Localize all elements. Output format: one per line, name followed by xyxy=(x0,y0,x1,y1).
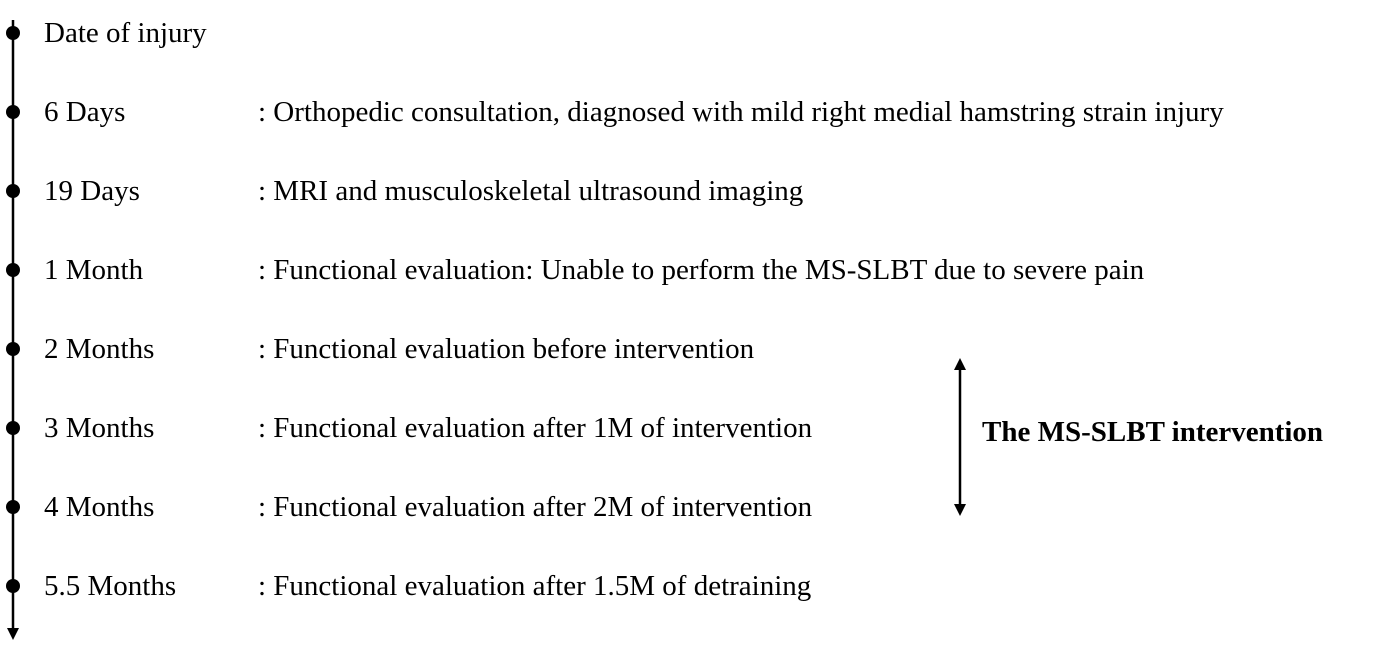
timeline-dot xyxy=(6,26,20,40)
timeline-dot xyxy=(6,105,20,119)
event-label-19-days: 19 Days xyxy=(44,175,140,207)
event-label-3-months: 3 Months xyxy=(44,412,155,444)
intervention-arrowhead-up xyxy=(954,358,966,370)
timeline-dot xyxy=(6,500,20,514)
event-description-4-months: : Functional evaluation after 2M of intervention xyxy=(258,491,813,523)
event-label-5-5-months: 5.5 Months xyxy=(44,570,177,602)
event-description-5-5-months: : Functional evaluation after 1.5M of detraining xyxy=(258,570,812,602)
intervention-arrowhead-down xyxy=(954,504,966,516)
timeline-dot xyxy=(6,263,20,277)
timeline-dot xyxy=(6,421,20,435)
event-description-6-days: : Orthopedic consultation, diagnosed with mild right medial hamstring strain injury xyxy=(258,96,1224,128)
event-description-2-months: : Functional evaluation before intervention xyxy=(258,333,755,365)
event-label-6-days: 6 Days xyxy=(44,96,126,128)
timeline-axis-arrowhead xyxy=(7,628,19,640)
intervention-label: The MS-SLBT intervention xyxy=(982,416,1324,448)
event-description-19-days: : MRI and musculoskeletal ultrasound imaging xyxy=(258,175,804,207)
event-label-1-month: 1 Month xyxy=(44,254,144,286)
timeline-dot xyxy=(6,579,20,593)
event-description-1-month: : Functional evaluation: Unable to perform the MS-SLBT due to severe pain xyxy=(258,254,1145,286)
timeline-dot xyxy=(6,342,20,356)
timeline-dot xyxy=(6,184,20,198)
event-label-date-of-injury: Date of injury xyxy=(44,17,207,49)
event-label-4-months: 4 Months xyxy=(44,491,155,523)
event-description-3-months: : Functional evaluation after 1M of intervention xyxy=(258,412,813,444)
event-label-2-months: 2 Months xyxy=(44,333,155,365)
